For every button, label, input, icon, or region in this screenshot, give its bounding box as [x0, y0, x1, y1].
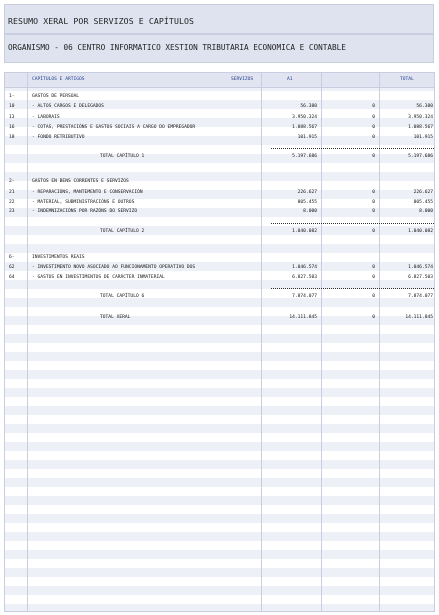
- row-service-value: 0: [372, 265, 375, 270]
- row-service-value: 0: [372, 104, 375, 109]
- row-service-value: 0: [372, 200, 375, 205]
- row-code: 16: [9, 125, 15, 130]
- row-code: 18: [9, 135, 15, 140]
- row-service-value: 0: [372, 229, 375, 234]
- row-description: - COTAS, PRESTACIÓNS E GASTOS SOCIAIS A CARGO DO EMPREGADOR: [32, 125, 196, 130]
- row-description: - INDEMNIZACIÓNS POR RAZÓNS DO SERVIZO: [32, 209, 138, 214]
- row-service-value: 0: [372, 154, 375, 159]
- row-service-value: 0: [372, 190, 375, 195]
- row-total-value: 56.380: [416, 104, 433, 109]
- row-a1-value: 1.046.574: [292, 265, 317, 270]
- col-header-services: SERVIZOS: [231, 77, 254, 82]
- row-total-value: 14.111.845: [405, 315, 433, 320]
- row-service-value: 0: [372, 294, 375, 299]
- row-service-value: 0: [372, 135, 375, 140]
- row-description: TOTAL XERAL: [100, 315, 131, 320]
- row-code: 21: [9, 190, 15, 195]
- row-service-value: 0: [372, 125, 375, 130]
- row-a1-value: 101.915: [297, 135, 317, 140]
- row-description: - ALTOS CARGOS E DELEGADOS: [32, 104, 104, 109]
- row-total-value: 1.088.567: [408, 125, 433, 130]
- row-a1-value: 805.455: [297, 200, 317, 205]
- row-total-value: 101.915: [413, 135, 433, 140]
- row-description: INVESTIMENTOS REAIS: [32, 255, 85, 260]
- row-description: - INVESTIMENTO NOVO ASOCIADO AO FUNCIONAMENTO OPERATIVO DOS: [32, 265, 196, 270]
- row-code: 1-: [9, 94, 15, 99]
- row-service-value: 0: [372, 275, 375, 280]
- row-total-value: 226.627: [413, 190, 433, 195]
- row-total-value: 6.827.503: [408, 275, 433, 280]
- row-total-value: 5.197.686: [408, 154, 433, 159]
- row-description: TOTAL CAPÍTULO 1: [100, 154, 145, 159]
- row-description: - MATERIAL, SUBMINISTRACIÓNS E OUTROS: [32, 200, 135, 205]
- row-code: 13: [9, 115, 15, 120]
- organism-title: ORGANISMO - 06 CENTRO INFORMATICO XESTION TRIBUTARIA ECONOMICA E CONTABLE: [4, 34, 434, 63]
- subtotal-separator: [271, 223, 434, 224]
- col-header-a1: A1: [287, 77, 293, 82]
- report-title: RESUMO XERAL POR SERVIZOS E CAPÍTULOS: [4, 4, 434, 34]
- row-a1-value: 1.088.567: [292, 125, 317, 130]
- row-total-value: 3.950.324: [408, 115, 433, 120]
- row-a1-value: 8.000: [303, 209, 317, 214]
- row-description: TOTAL CAPÍTULO 6: [100, 294, 145, 299]
- row-a1-value: 1.040.082: [292, 229, 317, 234]
- subtotal-separator: [271, 148, 434, 149]
- row-total-value: 7.874.077: [408, 294, 433, 299]
- row-a1-value: 6.827.503: [292, 275, 317, 280]
- row-code: 62: [9, 265, 15, 270]
- row-service-value: 0: [372, 115, 375, 120]
- row-description: - REPARACIÓNS, MANTEMENTO E CONSERVACIÓN: [32, 190, 143, 195]
- row-code: 23: [9, 209, 15, 214]
- row-a1-value: 226.627: [297, 190, 317, 195]
- subtotal-separator: [271, 288, 434, 289]
- row-service-value: 0: [372, 209, 375, 214]
- row-a1-value: 7.874.077: [292, 294, 317, 299]
- row-description: TOTAL CAPÍTULO 2: [100, 229, 145, 234]
- row-total-value: 8.000: [419, 209, 433, 214]
- row-description: - GASTOS EN INVESTIMENTOS DE CARÁCTER INMATERIAL: [32, 275, 165, 280]
- row-description: GASTOS DE PERSOAL: [32, 94, 80, 99]
- row-a1-value: 3.950.324: [292, 115, 317, 120]
- col-header-total: TOTAL: [400, 77, 414, 82]
- row-code: 6-: [9, 255, 15, 260]
- row-total-value: 1.040.082: [408, 229, 433, 234]
- budget-table: [4, 72, 435, 612]
- row-a1-value: 56.380: [300, 104, 317, 109]
- row-code: 10: [9, 104, 15, 109]
- row-description: - LABORAIS: [32, 115, 60, 120]
- row-code: 2-: [9, 179, 15, 184]
- row-description: - FONDO RETRIBUTIVO: [32, 135, 85, 140]
- row-total-value: 1.046.574: [408, 265, 433, 270]
- row-service-value: 0: [372, 315, 375, 320]
- row-description: GASTOS EN BENS CORRENTES E SERVIZOS: [32, 179, 129, 184]
- row-a1-value: 14.111.845: [289, 315, 317, 320]
- row-total-value: 805.455: [413, 200, 433, 205]
- row-code: 64: [9, 275, 15, 280]
- row-a1-value: 5.197.686: [292, 154, 317, 159]
- col-header-articles: CAPÍTULOS E ARTIGOS: [32, 77, 85, 82]
- row-code: 22: [9, 200, 15, 205]
